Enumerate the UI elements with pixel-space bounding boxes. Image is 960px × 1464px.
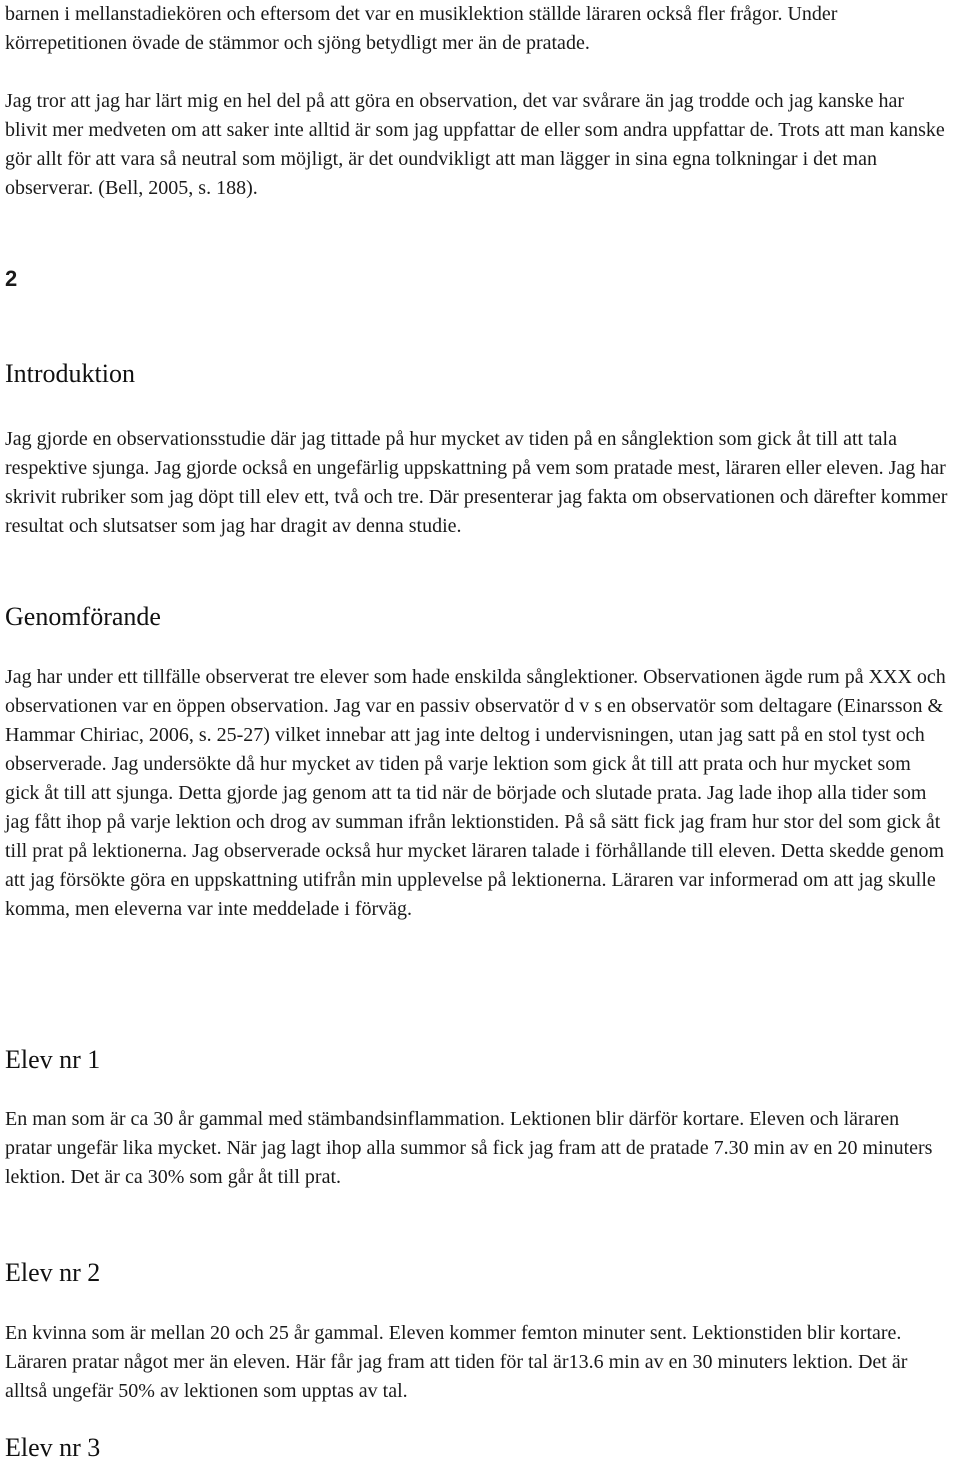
heading-genomforande: Genomförande <box>5 602 161 631</box>
heading-elev-3: Elev nr 3 <box>5 1433 101 1462</box>
heading-introduktion: Introduktion <box>5 359 135 388</box>
heading-elev-1: Elev nr 1 <box>5 1045 101 1074</box>
intro-paragraph-2: Jag tror att jag har lärt mig en hel del på att göra en observation, det var svårare än jag trodde och jag kanske har blivit mer medveten om att saker inte alltid är som jag uppfattar de eller som andra uppfattar de. Trots att man kanske gör allt för att vara så neutral som möjligt, är det oundvikligt att man lägger in sina egna tolkningar i det man observerar. (Bell, 2005, s. 188). <box>5 90 945 199</box>
section-number: 2 <box>5 266 18 291</box>
intro-paragraph-1: barnen i mellanstadiekören och eftersom det var en musiklektion ställde läraren också fler frågor. Under körrepetitionen övade de stämmor och sjöng betydligt mer än de pratade. <box>5 3 838 54</box>
heading-elev-2: Elev nr 2 <box>5 1258 101 1287</box>
paragraph-elev-1: En man som är ca 30 år gammal med stämbandsinflammation. Lektionen blir därför kortare. Eleven och läraren pratar ungefär lika mycket. När jag lagt ihop alla summor så fick jag fram att de pratade 7.30 min av en 20 minuters lektion. Det är ca 30% som går åt till prat. <box>5 1108 933 1188</box>
paragraph-introduktion: Jag gjorde en observationsstudie där jag tittade på hur mycket av tiden på en sånglektion som gick åt till att tala respektive sjunga. Jag gjorde också en ungefärlig uppskattning på vem som pratade mest, läraren eller eleven. Jag har skrivit rubriker som jag döpt till elev ett, två och tre. Där presenterar jag fakta om observationen och därefter kommer resultat och slutsatser som jag har dragit av denna studie. <box>5 428 948 537</box>
paragraph-genomforande: Jag har under ett tillfälle observerat tre elever som hade enskilda sånglektioner. Observationen ägde rum på XXX och observationen var en öppen observation. Jag var en passiv observatör d v s en observatör som deltagare (Einarsson & Hammar Chiriac, 2006, s. 25-27) vilket innebar att jag inte deltog i undervisningen, utan jag satt på en stol tyst och observerade. Jag undersökte då hur mycket av tiden på varje lektion som gick åt till att prata och hur mycket som gick åt till att sjunga. Detta gjorde jag genom att ta tid när de började och slutade prata. Jag lade ihop alla tider som jag fått ihop på varje lektion och drog av summan ifrån lektionstiden. På så sätt fick jag fram hur stor del som gick åt till prat på lektionerna. Jag observerade också hur mycket läraren talade i förhållande till eleven. Detta skedde genom att jag försökte göra en uppskattning utifrån min upplevelse på lektionerna. Läraren var informerad om att jag skulle komma, men eleverna var inte meddelade i förväg. <box>5 666 946 920</box>
paragraph-elev-2: En kvinna som är mellan 20 och 25 år gammal. Eleven kommer femton minuter sent. Lektionstiden blir kortare. Läraren pratar något mer än eleven. Här får jag fram att tiden för tal är13.6 min av en 30 minuters lektion. Det är alltså ungefär 50% av lektionen som upptas av tal. <box>5 1322 908 1402</box>
